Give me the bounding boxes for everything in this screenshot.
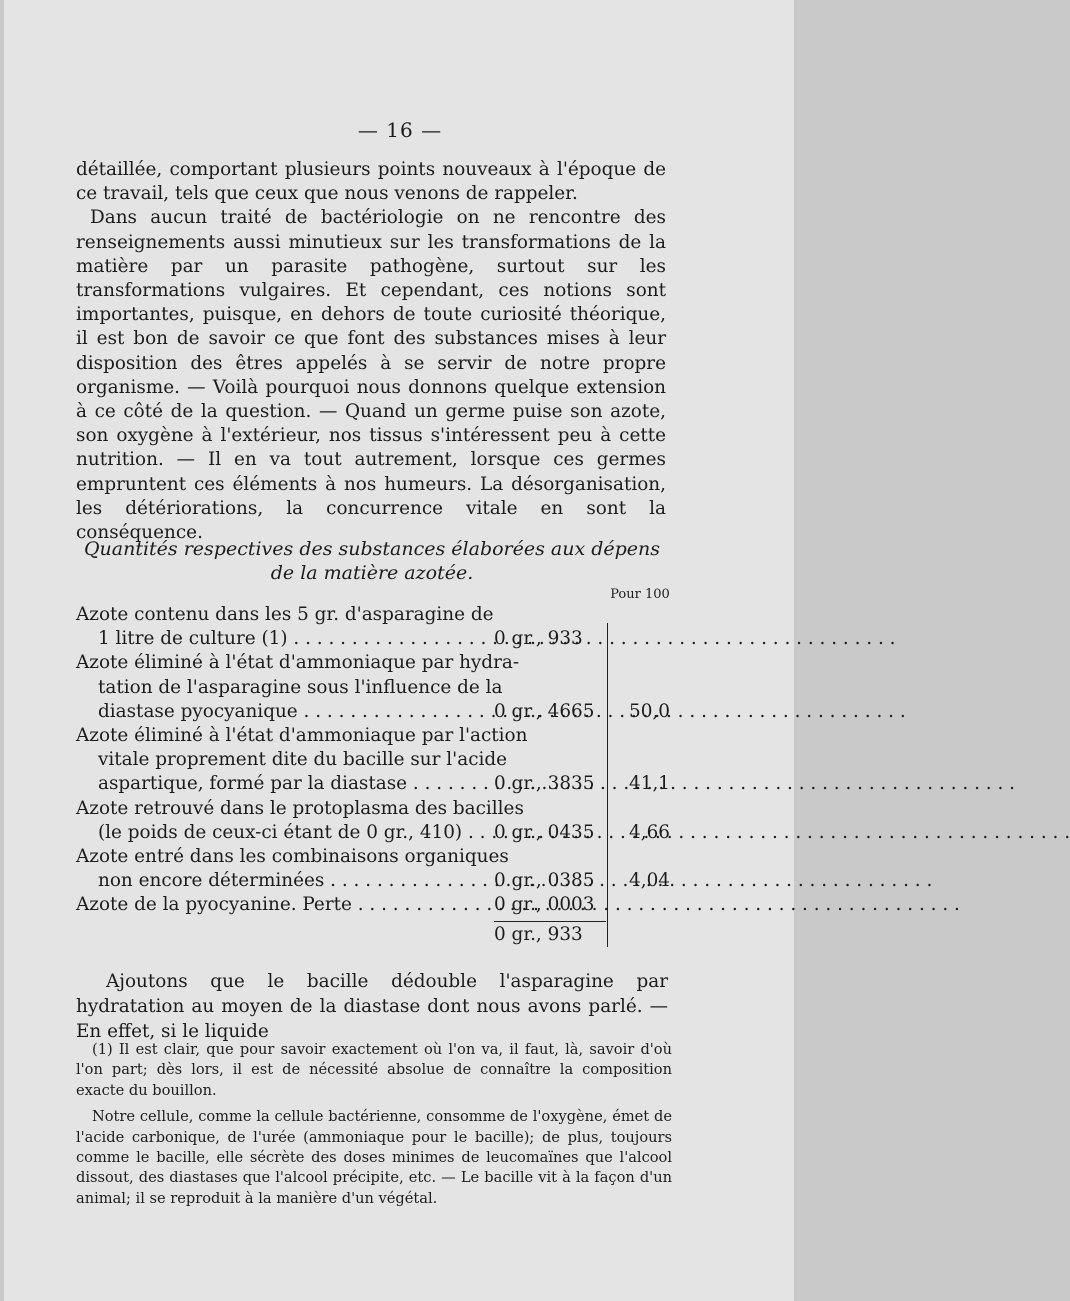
row-label-line: Azote retrouvé dans le protoplasma des bacilles bbox=[76, 797, 524, 819]
table-title-line-2: de la matière azotée. bbox=[270, 562, 474, 584]
table-row bbox=[76, 893, 676, 917]
row-value: 0 gr., 0003 bbox=[494, 894, 595, 916]
row-label-line: Azote entré dans les combinaisons organiques bbox=[76, 845, 509, 867]
row-label-line: diastase pyocyanique . . . bbox=[98, 700, 496, 724]
row-label-line: aspartique, formé par la diastase . . . bbox=[98, 772, 496, 796]
body-text bbox=[76, 158, 666, 545]
row-value: 0 gr., 4665 bbox=[494, 700, 595, 722]
footnote-1: (1) Il est clair, que pour savoir exactement où l'on va, il faut, là, savoir d'où l'on part; dès lors, il est de nécessité absolue de connaître la composition exacte du bouillon. bbox=[76, 1041, 672, 1099]
paragraph-asparagine: Ajoutons que le bacille dédouble l'asparagine par hydratation au moyen de la diastase dont nous avons parlé. — En effet, si le liquide bbox=[76, 971, 668, 1042]
paragraph-continuation: détaillée, comportant plusieurs points nouveaux à l'époque de ce travail, tels que ceux que nous venons de rappeler. bbox=[76, 159, 666, 205]
row-label-line: Azote contenu dans les 5 gr. d'asparagine de bbox=[76, 604, 494, 625]
row-label-line: 1 litre de culture (1) . . . bbox=[98, 627, 496, 651]
row-percent: 4,66 bbox=[629, 821, 670, 843]
row-percent: 4,04 bbox=[629, 870, 670, 892]
paragraph-bacteriology: Dans aucun traité de bactériologie on ne rencontre des renseignements aussi minutieux sur les transformations de la matière par un parasite pathogène, surtout sur les transformations vulgaires. Et cependant, ces notions sont importantes, puisque, en dehors de toute curiosité théorique, il est bon de savoir ce que font des substances mises à leur disposition des êtres appelés à se servir de notre propre organisme. — Voilà pourquoi nous donnons quelque extension à ce côté de la question. — Quand un germe puise son azote, son oxygène à l'extérieur, nos tissus s'intéressent peu à cette nutrition. — Il en va tout autrement, lorsque ces germes empruntent ces éléments à nos humeurs. La désorganisation, les détériorations, la concurrence vitale en sont la conséquence. bbox=[76, 207, 666, 544]
row-value: 0 gr., 0385 bbox=[494, 870, 595, 892]
row-percent: 41,1 bbox=[629, 773, 670, 795]
table-row bbox=[76, 797, 676, 845]
row-label-line: Azote éliminé à l'état d'ammoniaque par hydra- bbox=[76, 652, 520, 674]
percent-column-label: Pour 100 bbox=[610, 587, 670, 602]
table-title bbox=[76, 537, 668, 585]
row-percent: 50,0 bbox=[629, 700, 670, 722]
footnote-2: Notre cellule, comme la cellule bactérienne, consomme de l'oxygène, émet de l'acide carbonique, de l'urée (ammoniaque pour le bacille); de plus, toujours comme le bacille, elle sécrète des doses minimes de leucomaïnes que l'alcool dissout, des diastases que l'alcool précipite, etc. — Le bacille vit à la façon d'un animal; il se reproduit à la manière d'un végétal. bbox=[76, 1108, 672, 1207]
row-label-line: Azote éliminé à l'état d'ammoniaque par l'action bbox=[76, 724, 528, 746]
table-title-line-1: Quantités respectives des substances élaborées aux dépens bbox=[83, 538, 661, 560]
total-rule bbox=[494, 921, 606, 922]
table-row bbox=[76, 603, 676, 651]
nitrogen-table bbox=[76, 603, 676, 945]
table-row bbox=[76, 724, 676, 797]
row-value: 0 gr., 0435 bbox=[494, 821, 595, 843]
row-value: 0 gr., 3835 bbox=[494, 773, 595, 795]
table-total: 0 gr., 933 bbox=[494, 924, 583, 945]
table-row bbox=[76, 845, 676, 893]
row-label-line: Azote de la pyocyanine. Perte . . . bbox=[76, 893, 474, 917]
row-value: 0 gr., 933 bbox=[494, 628, 583, 650]
row-label-line: tation de l'asparagine sous l'influence de la bbox=[98, 676, 503, 698]
row-label-line: (le poids de ceux-ci étant de 0 gr., 410) . . . bbox=[98, 821, 496, 845]
page-number: — 16 — bbox=[357, 118, 443, 142]
footnotes bbox=[76, 1040, 672, 1215]
row-label-line: vitale proprement dite du bacille sur l'acide bbox=[98, 749, 508, 771]
row-label-line: non encore déterminées . . . bbox=[98, 869, 496, 893]
table-row bbox=[76, 651, 676, 724]
